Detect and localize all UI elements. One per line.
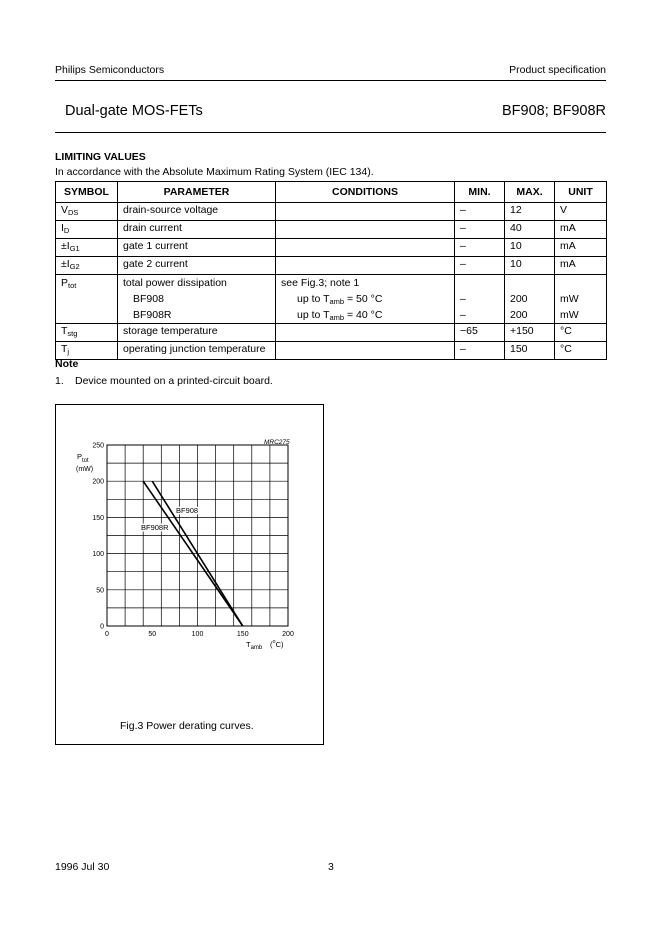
cell-parameter: operating junction temperature	[118, 342, 276, 360]
cell-conditions	[276, 342, 455, 360]
cell-max: +150	[505, 324, 555, 342]
company-name: Philips Semiconductors	[55, 64, 165, 76]
cell-symbol: $T_{stg}$	[56, 324, 118, 342]
x-axis-unit: ($^o$C)	[270, 639, 284, 649]
chart-grid	[107, 445, 288, 626]
cell-conditions	[276, 221, 455, 239]
header-parameter: PARAMETER	[118, 182, 276, 203]
header-min: MIN.	[455, 182, 505, 203]
header-conditions: CONDITIONS	[276, 182, 455, 203]
header-max: MAX.	[505, 182, 555, 203]
chart-code: MRC275	[264, 439, 290, 446]
doc-type: Product specification	[509, 64, 606, 76]
cell-max: 12	[505, 203, 555, 221]
cell-min: – –	[455, 275, 505, 324]
cell-symbol: $I_D$	[56, 221, 118, 239]
cell-conditions	[276, 239, 455, 257]
cell-conditions	[276, 257, 455, 275]
x-tick-label: 200	[282, 631, 294, 638]
title-rule	[55, 132, 606, 133]
note-title: Note	[55, 358, 79, 370]
power-derating-chart	[55, 404, 323, 744]
cell-conditions	[276, 203, 455, 221]
note-text	[55, 375, 273, 387]
y-tick-label: 0	[100, 623, 104, 631]
x-tick-label: 150	[236, 631, 249, 638]
y-tick-label: 150	[92, 514, 104, 522]
table-row	[56, 257, 607, 275]
header-symbol: SYMBOL	[56, 182, 118, 203]
y-tick-labels	[92, 443, 104, 631]
header-rule	[55, 80, 606, 81]
cell-max: 10	[505, 239, 555, 257]
cell-symbol: $P_{tot}$	[56, 275, 118, 324]
cell-min: –	[455, 203, 505, 221]
cell-unit: °C	[555, 342, 607, 360]
cell-unit: V	[555, 203, 607, 221]
cell-parameter: drain-source voltage	[118, 203, 276, 221]
x-axis-label: $T_{amb}$	[246, 640, 263, 651]
y-tick-label: 200	[92, 478, 104, 486]
table-row	[56, 239, 607, 257]
cell-max: 40	[505, 221, 555, 239]
cell-min: –	[455, 221, 505, 239]
limiting-values-table	[55, 181, 607, 360]
y-axis-label: $P_{tot}$	[77, 452, 89, 464]
y-tick-label: 50	[96, 587, 104, 595]
y-axis-unit: (mW)	[76, 466, 94, 473]
page-number: 3	[328, 861, 334, 873]
x-tick-label: 50	[148, 631, 157, 638]
cell-min: −65	[455, 324, 505, 342]
note-body: Device mounted on a printed-circuit board.	[75, 375, 273, 387]
x-tick-label: 100	[191, 631, 204, 638]
part-numbers: BF908; BF908R	[502, 103, 606, 119]
table-header-row	[56, 182, 607, 203]
section-subtitle: In accordance with the Absolute Maximum Rating System (IEC 134).	[55, 166, 374, 178]
x-tick-label: 0	[105, 631, 109, 638]
table-row	[56, 203, 607, 221]
cell-symbol: $\pm I_{G2}$	[56, 257, 118, 275]
cell-symbol: $T_j$	[56, 342, 118, 360]
cell-parameter: gate 1 current	[118, 239, 276, 257]
cell-unit: mA	[555, 257, 607, 275]
cell-unit: °C	[555, 324, 607, 342]
cell-parameter: drain current	[118, 221, 276, 239]
y-tick-label: 250	[92, 442, 104, 450]
cell-parameter: storage temperature	[118, 324, 276, 342]
note-number: 1.	[55, 375, 64, 387]
series-label-bf908r: BF908R	[141, 523, 169, 532]
cell-parameter: gate 2 current	[118, 257, 276, 275]
figure-caption: Fig.3 Power derating curves.	[120, 720, 254, 732]
cell-symbol: $\pm I_{G1}$	[56, 239, 118, 257]
table-row	[56, 342, 607, 360]
header-unit: UNIT	[555, 182, 607, 203]
cell-min: –	[455, 239, 505, 257]
product-title: Dual-gate MOS-FETs	[65, 103, 203, 119]
cell-max: 150	[505, 342, 555, 360]
cell-max: 10	[505, 257, 555, 275]
y-tick-label: 100	[92, 551, 104, 559]
cell-conditions: see Fig.3; note 1 up to $T_{amb} = 50$ °C up to $T_{amb} = 40$ °C	[276, 275, 455, 324]
x-tick-labels	[105, 631, 294, 638]
cell-unit: mA	[555, 221, 607, 239]
table-row	[56, 324, 607, 342]
table-row	[56, 221, 607, 239]
table-row	[56, 275, 607, 324]
cell-unit: mA	[555, 239, 607, 257]
series-label-bf908: BF908	[176, 506, 199, 515]
section-title: LIMITING VALUES	[55, 151, 146, 163]
cell-unit: mW mW	[555, 275, 607, 324]
cell-parameter: total power dissipation BF908 BF908R	[118, 275, 276, 324]
cell-symbol: $V_{DS}$	[56, 203, 118, 221]
cell-min: –	[455, 257, 505, 275]
cell-conditions	[276, 324, 455, 342]
cell-max: 200 200	[505, 275, 555, 324]
cell-min: –	[455, 342, 505, 360]
footer-date: 1996 Jul 30	[55, 861, 110, 873]
